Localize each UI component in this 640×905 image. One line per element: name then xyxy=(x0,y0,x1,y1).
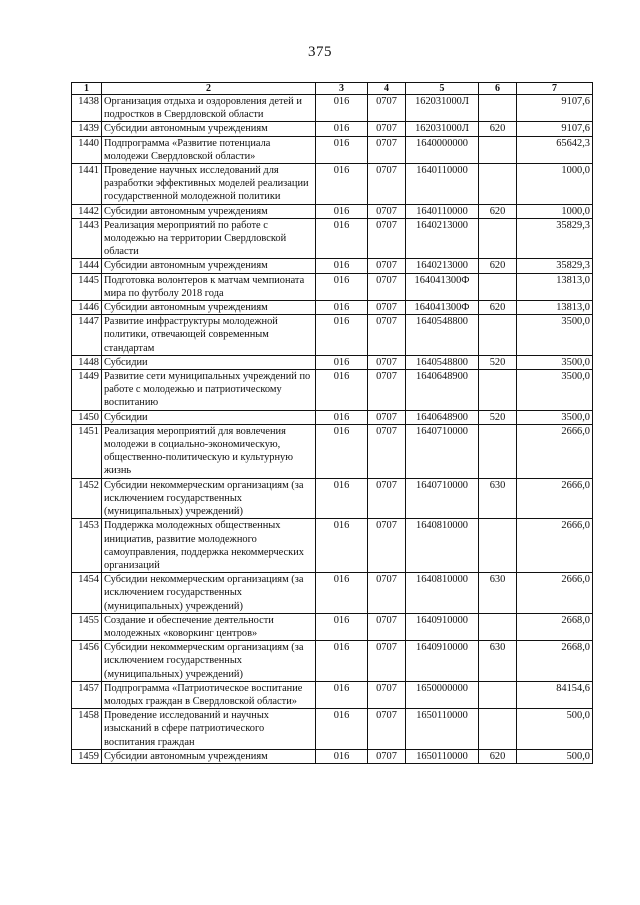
item-name-cell: Субсидии xyxy=(102,355,316,369)
section-code-cell: 0707 xyxy=(368,204,406,218)
row-number-cell: 1456 xyxy=(72,641,102,682)
expense-type-cell xyxy=(479,519,517,573)
ministry-code-cell: 016 xyxy=(316,164,368,205)
amount-cell: 2666,0 xyxy=(517,478,593,519)
page-number: 375 xyxy=(308,44,332,60)
ministry-code-cell: 016 xyxy=(316,218,368,259)
item-name-cell: Проведение научных исследований для разработки эффективных моделей реализации государственной молодежной политики xyxy=(102,164,316,205)
expense-type-cell: 630 xyxy=(479,641,517,682)
row-number-cell: 1455 xyxy=(72,613,102,640)
row-number-cell: 1438 xyxy=(72,95,102,122)
item-name-cell: Субсидии автономным учреждениям xyxy=(102,301,316,315)
table-row xyxy=(72,613,593,640)
amount-cell: 1000,0 xyxy=(517,204,593,218)
row-number-cell: 1458 xyxy=(72,709,102,750)
target-code-cell: 1640710000 xyxy=(406,478,479,519)
table-row xyxy=(72,301,593,315)
expense-type-cell: 630 xyxy=(479,478,517,519)
table-row xyxy=(72,519,593,573)
ministry-code-cell: 016 xyxy=(316,519,368,573)
header-cell: 1 xyxy=(72,83,102,95)
section-code-cell: 0707 xyxy=(368,370,406,411)
section-code-cell: 0707 xyxy=(368,164,406,205)
item-name-cell: Субсидии некоммерческим организациям (за исключением государственных (муниципальных) учреждений) xyxy=(102,478,316,519)
item-name-cell: Развитие инфраструктуры молодежной политики, отвечающей современным стандартам xyxy=(102,315,316,356)
amount-cell: 3500,0 xyxy=(517,410,593,424)
ministry-code-cell: 016 xyxy=(316,95,368,122)
amount-cell: 500,0 xyxy=(517,709,593,750)
target-code-cell: 1640648900 xyxy=(406,410,479,424)
amount-cell: 3500,0 xyxy=(517,315,593,356)
target-code-cell: 1640548800 xyxy=(406,355,479,369)
item-name-cell: Подготовка волонтеров к матчам чемпионата мира по футболу 2018 года xyxy=(102,273,316,300)
amount-cell: 65642,3 xyxy=(517,136,593,163)
expense-type-cell xyxy=(479,136,517,163)
row-number-cell: 1459 xyxy=(72,749,102,763)
row-number-cell: 1457 xyxy=(72,681,102,708)
expense-type-cell xyxy=(479,95,517,122)
ministry-code-cell: 016 xyxy=(316,709,368,750)
table-row xyxy=(72,95,593,122)
expense-type-cell: 620 xyxy=(479,301,517,315)
row-number-cell: 1443 xyxy=(72,218,102,259)
amount-cell: 500,0 xyxy=(517,749,593,763)
target-code-cell: 1650110000 xyxy=(406,749,479,763)
header-cell: 5 xyxy=(406,83,479,95)
expense-type-cell xyxy=(479,315,517,356)
ministry-code-cell: 016 xyxy=(316,370,368,411)
expense-type-cell xyxy=(479,709,517,750)
section-code-cell: 0707 xyxy=(368,218,406,259)
item-name-cell: Подпрограмма «Развитие потенциала молодежи Свердловской области» xyxy=(102,136,316,163)
target-code-cell: 162031000Л xyxy=(406,122,479,136)
ministry-code-cell: 016 xyxy=(316,681,368,708)
expense-type-cell xyxy=(479,370,517,411)
table-row xyxy=(72,355,593,369)
section-code-cell: 0707 xyxy=(368,273,406,300)
amount-cell: 35829,3 xyxy=(517,259,593,273)
header-cell: 7 xyxy=(517,83,593,95)
ministry-code-cell: 016 xyxy=(316,136,368,163)
ministry-code-cell: 016 xyxy=(316,301,368,315)
amount-cell: 9107,6 xyxy=(517,122,593,136)
row-number-cell: 1449 xyxy=(72,370,102,411)
item-name-cell: Субсидии некоммерческим организациям (за исключением государственных (муниципальных) учреждений) xyxy=(102,641,316,682)
table-row xyxy=(72,749,593,763)
ministry-code-cell: 016 xyxy=(316,410,368,424)
section-code-cell: 0707 xyxy=(368,122,406,136)
target-code-cell: 1640548800 xyxy=(406,315,479,356)
target-code-cell: 1640110000 xyxy=(406,164,479,205)
amount-cell: 13813,0 xyxy=(517,301,593,315)
section-code-cell: 0707 xyxy=(368,478,406,519)
item-name-cell: Поддержка молодежных общественных инициатив, развитие молодежного самоуправления, поддержка некоммерческих организаций xyxy=(102,519,316,573)
section-code-cell: 0707 xyxy=(368,749,406,763)
table-row xyxy=(72,315,593,356)
ministry-code-cell: 016 xyxy=(316,259,368,273)
item-name-cell: Развитие сети муниципальных учреждений по работе с молодежью и патриотическому воспитанию xyxy=(102,370,316,411)
item-name-cell: Организация отдыха и оздоровления детей и подростков в Свердловской области xyxy=(102,95,316,122)
row-number-cell: 1448 xyxy=(72,355,102,369)
amount-cell: 3500,0 xyxy=(517,355,593,369)
section-code-cell: 0707 xyxy=(368,519,406,573)
expense-type-cell xyxy=(479,218,517,259)
item-name-cell: Субсидии автономным учреждениям xyxy=(102,204,316,218)
expense-type-cell xyxy=(479,164,517,205)
section-code-cell: 0707 xyxy=(368,410,406,424)
expense-type-cell: 620 xyxy=(479,259,517,273)
amount-cell: 3500,0 xyxy=(517,370,593,411)
ministry-code-cell: 016 xyxy=(316,478,368,519)
header-row xyxy=(72,83,593,95)
amount-cell: 2668,0 xyxy=(517,613,593,640)
target-code-cell: 162031000Л xyxy=(406,95,479,122)
amount-cell: 2666,0 xyxy=(517,573,593,614)
amount-cell: 2666,0 xyxy=(517,424,593,478)
table-row xyxy=(72,259,593,273)
table-row xyxy=(72,164,593,205)
amount-cell: 9107,6 xyxy=(517,95,593,122)
row-number-cell: 1440 xyxy=(72,136,102,163)
row-number-cell: 1444 xyxy=(72,259,102,273)
row-number-cell: 1442 xyxy=(72,204,102,218)
ministry-code-cell: 016 xyxy=(316,204,368,218)
item-name-cell: Реализация мероприятий для вовлечения молодежи в социально-экономическую, общественно-политическую и культурную жизнь xyxy=(102,424,316,478)
table-row xyxy=(72,218,593,259)
table-body xyxy=(72,95,593,764)
section-code-cell: 0707 xyxy=(368,709,406,750)
amount-cell: 2668,0 xyxy=(517,641,593,682)
target-code-cell: 1640648900 xyxy=(406,370,479,411)
ministry-code-cell: 016 xyxy=(316,273,368,300)
section-code-cell: 0707 xyxy=(368,315,406,356)
header-cell: 4 xyxy=(368,83,406,95)
target-code-cell: 164041300Ф xyxy=(406,301,479,315)
target-code-cell: 1640110000 xyxy=(406,204,479,218)
ministry-code-cell: 016 xyxy=(316,641,368,682)
table-row xyxy=(72,681,593,708)
target-code-cell: 1640213000 xyxy=(406,218,479,259)
expense-type-cell xyxy=(479,613,517,640)
target-code-cell: 1640910000 xyxy=(406,641,479,682)
amount-cell: 1000,0 xyxy=(517,164,593,205)
target-code-cell: 1640213000 xyxy=(406,259,479,273)
table-row xyxy=(72,573,593,614)
table-row xyxy=(72,204,593,218)
amount-cell: 2666,0 xyxy=(517,519,593,573)
target-code-cell: 1650110000 xyxy=(406,709,479,750)
table-row xyxy=(72,410,593,424)
expense-type-cell: 520 xyxy=(479,355,517,369)
table-row xyxy=(72,424,593,478)
item-name-cell: Реализация мероприятий по работе с молодежью на территории Свердловской области xyxy=(102,218,316,259)
row-number-cell: 1453 xyxy=(72,519,102,573)
section-code-cell: 0707 xyxy=(368,136,406,163)
row-number-cell: 1447 xyxy=(72,315,102,356)
header-cell: 3 xyxy=(316,83,368,95)
item-name-cell: Создание и обеспечение деятельности молодежных «коворкинг центров» xyxy=(102,613,316,640)
table-row xyxy=(72,273,593,300)
ministry-code-cell: 016 xyxy=(316,122,368,136)
expense-type-cell xyxy=(479,273,517,300)
item-name-cell: Субсидии автономным учреждениям xyxy=(102,122,316,136)
table-row xyxy=(72,641,593,682)
amount-cell: 35829,3 xyxy=(517,218,593,259)
ministry-code-cell: 016 xyxy=(316,355,368,369)
table-row xyxy=(72,136,593,163)
target-code-cell: 1640910000 xyxy=(406,613,479,640)
table-row xyxy=(72,478,593,519)
section-code-cell: 0707 xyxy=(368,681,406,708)
target-code-cell: 1640810000 xyxy=(406,573,479,614)
section-code-cell: 0707 xyxy=(368,95,406,122)
expense-type-cell: 620 xyxy=(479,122,517,136)
ministry-code-cell: 016 xyxy=(316,613,368,640)
target-code-cell: 1640710000 xyxy=(406,424,479,478)
target-code-cell: 1640000000 xyxy=(406,136,479,163)
row-number-cell: 1446 xyxy=(72,301,102,315)
item-name-cell: Субсидии xyxy=(102,410,316,424)
target-code-cell: 1640810000 xyxy=(406,519,479,573)
section-code-cell: 0707 xyxy=(368,573,406,614)
section-code-cell: 0707 xyxy=(368,259,406,273)
ministry-code-cell: 016 xyxy=(316,315,368,356)
row-number-cell: 1450 xyxy=(72,410,102,424)
row-number-cell: 1451 xyxy=(72,424,102,478)
ministry-code-cell: 016 xyxy=(316,573,368,614)
header-cell: 2 xyxy=(102,83,316,95)
row-number-cell: 1441 xyxy=(72,164,102,205)
budget-table xyxy=(71,82,593,764)
table-row xyxy=(72,122,593,136)
ministry-code-cell: 016 xyxy=(316,424,368,478)
expense-type-cell: 630 xyxy=(479,573,517,614)
target-code-cell: 1650000000 xyxy=(406,681,479,708)
item-name-cell: Субсидии автономным учреждениям xyxy=(102,259,316,273)
section-code-cell: 0707 xyxy=(368,641,406,682)
row-number-cell: 1439 xyxy=(72,122,102,136)
target-code-cell: 164041300Ф xyxy=(406,273,479,300)
table-row xyxy=(72,709,593,750)
section-code-cell: 0707 xyxy=(368,613,406,640)
expense-type-cell: 520 xyxy=(479,410,517,424)
amount-cell: 13813,0 xyxy=(517,273,593,300)
row-number-cell: 1454 xyxy=(72,573,102,614)
section-code-cell: 0707 xyxy=(368,424,406,478)
row-number-cell: 1445 xyxy=(72,273,102,300)
expense-type-cell xyxy=(479,424,517,478)
row-number-cell: 1452 xyxy=(72,478,102,519)
item-name-cell: Подпрограмма «Патриотическое воспитание молодых граждан в Свердловской области» xyxy=(102,681,316,708)
section-code-cell: 0707 xyxy=(368,301,406,315)
expense-type-cell xyxy=(479,681,517,708)
header-cell: 6 xyxy=(479,83,517,95)
section-code-cell: 0707 xyxy=(368,355,406,369)
item-name-cell: Проведение исследований и научных изысканий в сфере патриотического воспитания граждан xyxy=(102,709,316,750)
table-row xyxy=(72,370,593,411)
expense-type-cell: 620 xyxy=(479,204,517,218)
amount-cell: 84154,6 xyxy=(517,681,593,708)
ministry-code-cell: 016 xyxy=(316,749,368,763)
item-name-cell: Субсидии некоммерческим организациям (за исключением государственных (муниципальных) учреждений) xyxy=(102,573,316,614)
expense-type-cell: 620 xyxy=(479,749,517,763)
item-name-cell: Субсидии автономным учреждениям xyxy=(102,749,316,763)
